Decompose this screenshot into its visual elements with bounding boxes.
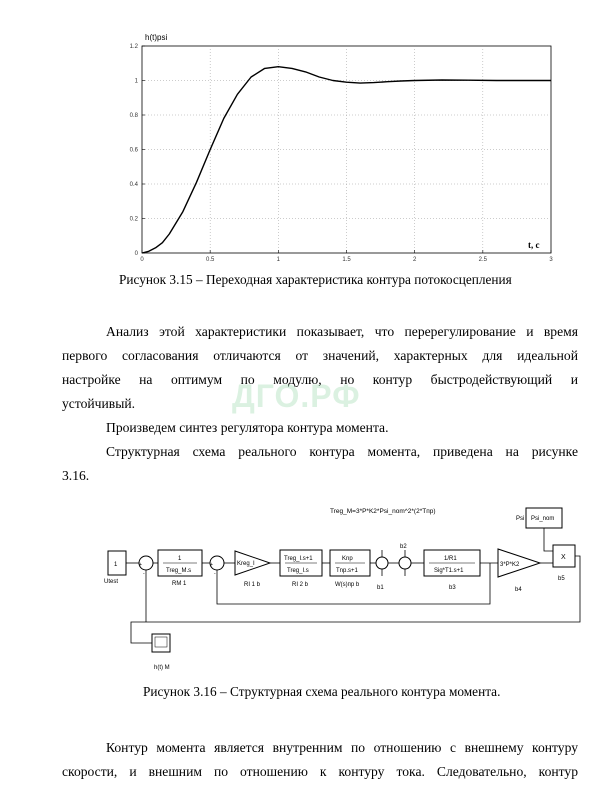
y-tick-label: 0.6 — [129, 147, 138, 154]
y-tick-label: 0.8 — [129, 113, 138, 119]
p1-line-4: устойчивый. — [62, 396, 135, 411]
scope-label: h(t) M — [154, 665, 170, 671]
x-tick-label: 0.5 — [205, 257, 215, 263]
const-label: Utest — [104, 579, 119, 585]
b3-num: 1/R1 — [444, 556, 457, 562]
p1-line-3: настройке на оптимум по модулю, но контур быстродействующий и — [62, 372, 578, 387]
b3-label: b3 — [449, 585, 456, 591]
wpr-label: W(s)пр b — [335, 582, 360, 588]
paragraph-contour — [62, 736, 578, 784]
ri2-den: Treg_I.s — [287, 568, 309, 574]
b5-label: b5 — [558, 576, 565, 582]
figure-316-caption: Рисунок 3.16 – Структурная схема реального контура момента. — [143, 684, 501, 699]
sum-b1 — [376, 557, 388, 569]
p1-line-2: первого согласования отличаются от значений, характерных для идеальной — [62, 348, 578, 363]
x-tick-label: 3 — [549, 257, 553, 263]
p3-line-1: Структурная схема реального контура момента, приведена на рисунке — [106, 444, 578, 459]
rm1-num: 1 — [178, 556, 182, 562]
b1-label: b1 — [377, 585, 384, 591]
ri1-label: RI 1 b — [244, 582, 261, 588]
wpr-num: Knp — [342, 556, 353, 562]
wpr-den: Tnp.s+1 — [336, 568, 358, 574]
p3-line-2: 3.16. — [62, 468, 90, 483]
psi-source-tag: Psi — [516, 516, 525, 522]
x-tick-label: 1.5 — [342, 257, 351, 263]
sum-b2 — [399, 557, 411, 569]
svg-text:-: - — [143, 571, 145, 577]
b3-den: Sig*T1.s+1 — [434, 568, 464, 574]
chart-y-label: h(t)psi — [145, 33, 168, 42]
y-tick-label: 0 — [134, 251, 138, 257]
b2-label: b2 — [400, 544, 407, 550]
p1-line-1: Анализ этой характеристики показывает, что перерегулирование и время — [106, 324, 578, 339]
b4-label: b4 — [515, 587, 522, 593]
diagram-formula: Treg_M=3*P*K2*Psi_nom^2*(2*Tпр) — [330, 508, 436, 515]
figure-315-caption: Рисунок 3.15 – Переходная характеристика контура потокосцепления — [119, 272, 512, 287]
product-symbol: X — [561, 554, 566, 561]
svg-text:+: + — [139, 562, 142, 568]
x-tick-label: 2.5 — [478, 257, 488, 263]
svg-text:-: - — [214, 571, 216, 577]
chart-x-label: t, c — [528, 240, 540, 250]
y-tick-label: 1.2 — [129, 44, 138, 50]
b4-gain-text: 3*P*K2 — [500, 562, 520, 568]
watermark: ДГО.РФ — [232, 378, 361, 414]
p4-line-1: Контур момента является внутренним по отношению с внешнему контуру — [106, 740, 578, 755]
p2-line: Произведем синтез регулятора контура момента. — [106, 420, 389, 435]
y-tick-label: 0.4 — [129, 182, 138, 188]
torque-loop-block-diagram — [104, 508, 580, 671]
ri2-label: RI 2 b — [292, 582, 309, 588]
p4-line-2: скорости, и внешним по отношению к контуру тока. Следовательно, контур — [62, 764, 578, 779]
y-tick-label: 1 — [134, 78, 138, 85]
psi-source-label: Psi_nom — [531, 516, 555, 522]
x-tick-label: 2 — [412, 257, 417, 263]
y-tick-label: 0.2 — [129, 216, 138, 223]
rm1-den: Treg_M.s — [166, 568, 192, 574]
rm1-label: RM 1 — [172, 581, 187, 587]
x-tick-label: 0 — [140, 257, 144, 263]
x-tick-label: 1 — [276, 257, 281, 263]
svg-text:+: + — [210, 562, 213, 568]
ri2-num: Treg_I.s+1 — [284, 556, 313, 562]
const-value: 1 — [114, 562, 118, 568]
ri1-gain-text: Kreg_I — [237, 561, 255, 567]
